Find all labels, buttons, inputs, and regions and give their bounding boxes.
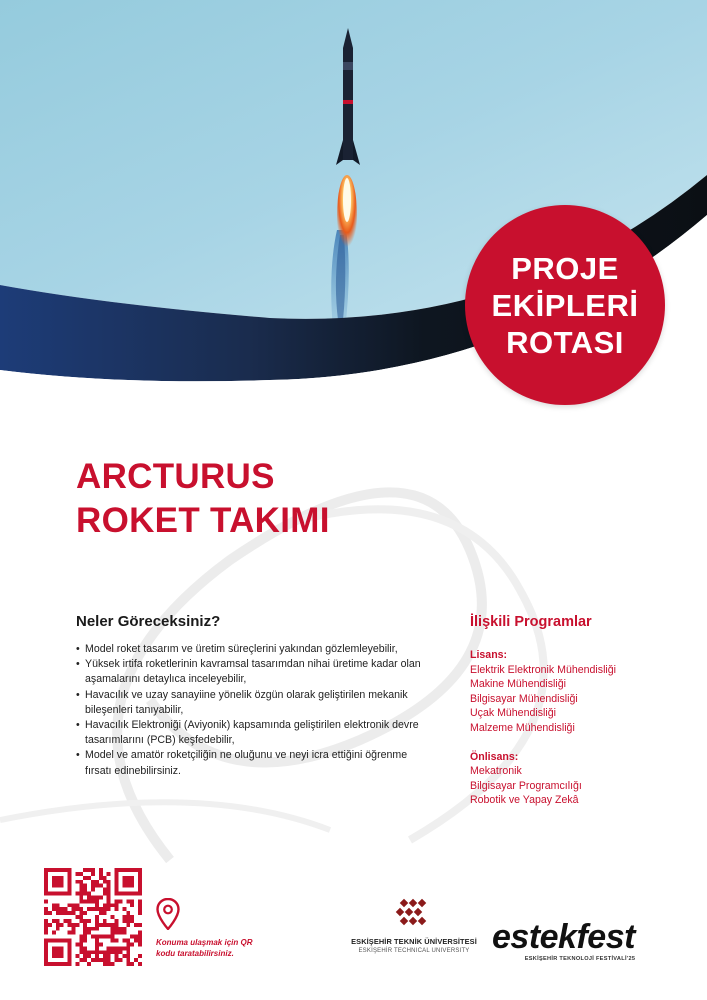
- team-title-line-2: ROKET TAKIMI: [76, 501, 330, 540]
- program-item: Mekatronik: [470, 765, 522, 778]
- festival-subtitle: ESKİŞEHİR TEKNOLOJİ FESTİVALİ'25: [524, 956, 636, 962]
- onlisans-label: Önlisans:: [470, 750, 519, 763]
- feature-item: • Yüksek irtifa roketlerinin kavramsal tasarımdan nihai üretime kadar olan aşamalarını detaylıca inceleyebilir,: [76, 657, 426, 687]
- badge-line-3: ROTASI: [506, 324, 624, 360]
- badge-line-2: EKİPLERİ: [491, 287, 639, 323]
- festival-logo: estekfest: [492, 918, 635, 956]
- project-teams-badge: [465, 205, 665, 405]
- program-item: Elektrik Elektronik Mühendisliği: [470, 663, 617, 676]
- team-title-line-1: ARCTURUS: [76, 457, 275, 496]
- program-item: Uçak Mühendisliği: [470, 707, 556, 720]
- program-item: Robotik ve Yapay Zekâ: [470, 794, 579, 807]
- location-pin-icon: [156, 898, 180, 930]
- university-logo-icon: [393, 898, 433, 934]
- feature-item: • Model roket tasarım ve üretim süreçlerini yakından gözlemleyebilir,: [76, 642, 426, 657]
- badge-line-1: PROJE: [511, 250, 619, 286]
- program-item: Bilgisayar Programcılığı: [470, 779, 582, 792]
- feature-item: • Havacılık Elektroniği (Aviyonik) kapsamında geliştirilen elektronik devre tasarımlarını (PCB) keşfedebilir,: [76, 718, 426, 748]
- features-heading: Neler Göreceksiniz?: [76, 613, 221, 630]
- feature-item: • Havacılık ve uzay sanayiine yönelik özgün olarak geliştirilen mekanik bileşenleri tanıyabilir,: [76, 688, 426, 718]
- university-name-english: ESKİŞEHİR TECHNICAL UNIVERSITY: [358, 948, 470, 954]
- programs-heading: İlişkili Programlar: [470, 614, 592, 630]
- onlisans-group: [470, 750, 690, 808]
- university-name: ESKİŞEHİR TEKNİK ÜNİVERSİTESİ: [351, 937, 477, 946]
- program-item: Malzeme Mühendisliği: [470, 721, 575, 734]
- program-item: Makine Mühendisliği: [470, 678, 566, 691]
- program-item: Bilgisayar Mühendisliği: [470, 692, 578, 705]
- location-qr-code[interactable]: [44, 868, 142, 966]
- features-list: [76, 642, 426, 779]
- feature-item: • Model ve amatör roketçiliğin ne oluğunu ve neyi icra ettiğini öğrenme fırsatı edinebilirsiniz.: [76, 748, 426, 778]
- lisans-label: Lisans:: [470, 649, 508, 661]
- qr-instruction: Konuma ulaşmak için QR kodu taratabilirsiniz.: [156, 938, 253, 958]
- lisans-group: [470, 648, 690, 736]
- team-title: [76, 455, 330, 543]
- programs-list: [470, 648, 690, 808]
